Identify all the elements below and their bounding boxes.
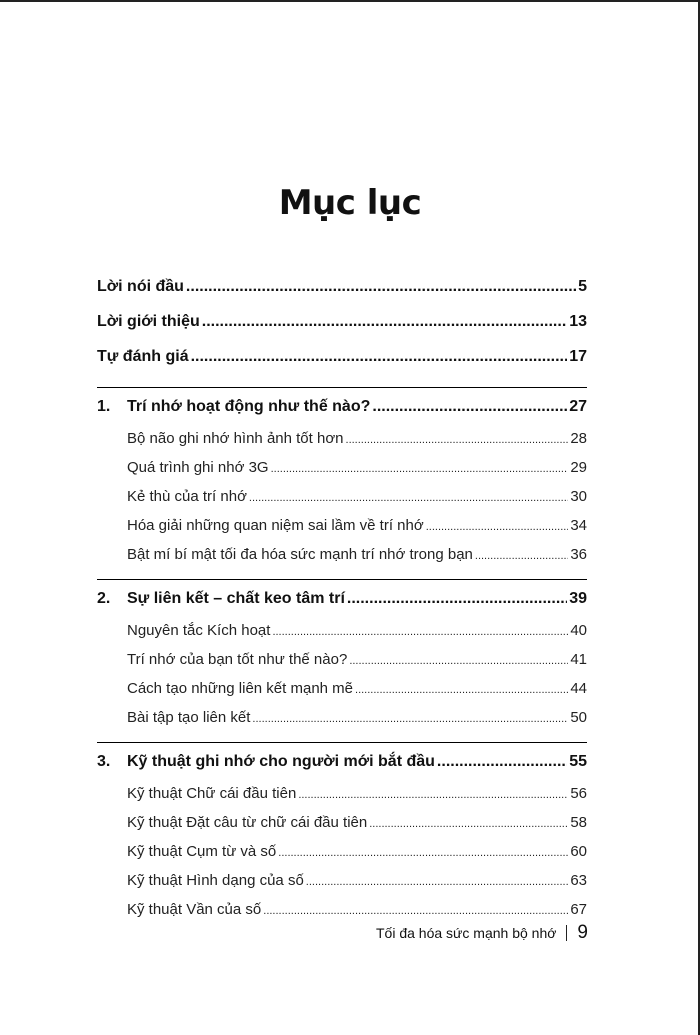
subentry-page: 63 bbox=[570, 872, 587, 889]
chapter-number: 2. bbox=[97, 590, 111, 607]
toc-chapter-3[interactable] bbox=[97, 753, 587, 785]
toc-entry-page: 17 bbox=[569, 348, 587, 365]
toc-subentry[interactable] bbox=[97, 622, 587, 651]
toc-entry-label: Lời nói đầu bbox=[97, 278, 184, 295]
subentry-page: 50 bbox=[570, 709, 587, 726]
toc-entry-label: Lời giới thiệu bbox=[97, 313, 200, 330]
toc-front-entry[interactable] bbox=[97, 348, 587, 383]
chapter-number: 1. bbox=[97, 398, 111, 415]
toc-subentry[interactable] bbox=[97, 651, 587, 680]
toc-subentry[interactable] bbox=[97, 546, 587, 575]
toc-subentry[interactable] bbox=[97, 814, 587, 843]
subentry-label: Kỹ thuật Vần của số bbox=[127, 901, 262, 918]
dot-leader bbox=[272, 626, 568, 638]
subentry-label: Bài tập tạo liên kết bbox=[127, 709, 251, 726]
subentry-label: Kỹ thuật Chữ cái đầu tiên bbox=[127, 785, 297, 802]
subentry-label: Trí nhớ của bạn tốt như thế nào? bbox=[127, 651, 348, 668]
dot-leader bbox=[278, 847, 568, 859]
toc-entry-label: Tự đánh giá bbox=[97, 348, 189, 365]
subentry-label: Hóa giải những quan niệm sai lầm về trí nhớ bbox=[127, 517, 424, 534]
subentry-page: 67 bbox=[570, 901, 587, 918]
section-divider bbox=[97, 579, 587, 580]
dot-leader bbox=[298, 789, 568, 801]
toc-entry-page: 5 bbox=[578, 278, 587, 295]
page-title: Mục lục bbox=[278, 182, 422, 223]
toc-chapter-1[interactable] bbox=[97, 398, 587, 430]
toc-subentry[interactable] bbox=[97, 785, 587, 814]
running-book-title: Tối đa hóa sức mạnh bộ nhớ bbox=[375, 925, 557, 941]
chapter-page: 27 bbox=[569, 398, 587, 415]
toc-subentry[interactable] bbox=[97, 680, 587, 709]
page-edge-top bbox=[0, 0, 700, 2]
dot-leader bbox=[372, 398, 567, 416]
footer-separator bbox=[566, 925, 567, 941]
dot-leader bbox=[263, 905, 568, 917]
subentry-page: 56 bbox=[570, 785, 587, 802]
page-footer bbox=[376, 922, 588, 944]
toc-subentry[interactable] bbox=[97, 709, 587, 738]
subentry-page: 30 bbox=[570, 488, 587, 505]
dot-leader bbox=[202, 313, 567, 331]
toc-subentry[interactable] bbox=[97, 517, 587, 546]
toc-chapter-2[interactable] bbox=[97, 590, 587, 622]
dot-leader bbox=[355, 684, 568, 696]
subentry-label: Nguyên tắc Kích hoạt bbox=[127, 622, 271, 639]
toc-subentry[interactable] bbox=[97, 430, 587, 459]
toc-subentry[interactable] bbox=[97, 843, 587, 872]
dot-leader bbox=[369, 818, 568, 830]
dot-leader bbox=[191, 348, 568, 366]
chapter-page: 55 bbox=[569, 753, 587, 770]
subentry-page: 40 bbox=[570, 622, 587, 639]
dot-leader bbox=[346, 434, 569, 446]
subentry-label: Cách tạo những liên kết mạnh mẽ bbox=[127, 680, 354, 697]
subentry-label: Bộ não ghi nhớ hình ảnh tốt hơn bbox=[127, 430, 344, 447]
toc-entry-page: 13 bbox=[569, 313, 587, 330]
toc-subentry[interactable] bbox=[97, 459, 587, 488]
subentry-label: Kỹ thuật Cụm từ và số bbox=[127, 843, 277, 860]
subentry-page: 60 bbox=[570, 843, 587, 860]
section-divider bbox=[97, 742, 587, 743]
toc-subentry[interactable] bbox=[97, 872, 587, 901]
dot-leader bbox=[306, 876, 569, 888]
dot-leader bbox=[186, 278, 576, 296]
toc-front-entry[interactable] bbox=[97, 278, 587, 313]
table-of-contents bbox=[97, 278, 587, 930]
subentry-label: Bật mí bí mật tối đa hóa sức mạnh trí nhớ trong bạn bbox=[127, 546, 473, 563]
page-number: 9 bbox=[577, 922, 588, 943]
toc-subentry[interactable] bbox=[97, 488, 587, 517]
toc-front-entry[interactable] bbox=[97, 313, 587, 348]
subentry-label: Quá trình ghi nhớ 3G bbox=[127, 459, 269, 476]
section-divider bbox=[97, 387, 587, 388]
dot-leader bbox=[437, 753, 567, 771]
dot-leader bbox=[271, 463, 569, 475]
subentry-label: Kỹ thuật Hình dạng của số bbox=[127, 872, 304, 889]
chapter-title: Kỹ thuật ghi nhớ cho người mới bắt đầu bbox=[127, 753, 435, 770]
dot-leader bbox=[475, 550, 568, 562]
subentry-label: Kẻ thù của trí nhớ bbox=[127, 488, 247, 505]
dot-leader bbox=[347, 590, 567, 608]
chapter-title: Trí nhớ hoạt động như thế nào? bbox=[127, 398, 371, 415]
subentry-page: 29 bbox=[570, 459, 587, 476]
chapter-title: Sự liên kết – chất keo tâm trí bbox=[127, 590, 345, 607]
subentry-page: 34 bbox=[570, 517, 587, 534]
subentry-page: 58 bbox=[570, 814, 587, 831]
subentry-page: 41 bbox=[570, 651, 587, 668]
chapter-page: 39 bbox=[569, 590, 587, 607]
dot-leader bbox=[252, 713, 568, 725]
dot-leader bbox=[249, 492, 568, 504]
dot-leader bbox=[349, 655, 568, 667]
chapter-number: 3. bbox=[97, 753, 111, 770]
subentry-page: 36 bbox=[570, 546, 587, 563]
subentry-page: 28 bbox=[570, 430, 587, 447]
dot-leader bbox=[426, 521, 569, 533]
subentry-page: 44 bbox=[570, 680, 587, 697]
subentry-label: Kỹ thuật Đặt câu từ chữ cái đầu tiên bbox=[127, 814, 368, 831]
